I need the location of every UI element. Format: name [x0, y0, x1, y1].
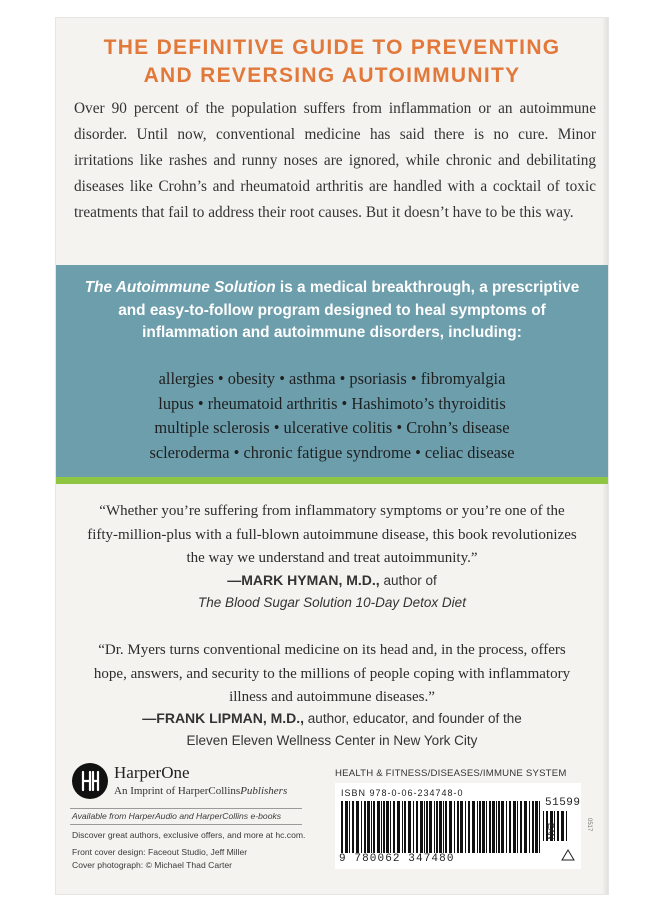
- barcode-bar: [535, 801, 538, 853]
- barcode-bar: [443, 801, 444, 853]
- barcode-bar: [352, 801, 354, 853]
- cover-design-credit: Front cover design: Faceout Studio, Jeff Miller: [72, 847, 248, 857]
- barcode-bar: [390, 801, 391, 853]
- imprint-suffix: Publishers: [240, 785, 288, 797]
- barcode-bar: [489, 801, 491, 853]
- barcode-digits: 9 780062 347480: [339, 853, 455, 865]
- availability-note: Available from HarperAudio and HarperCollins e-books: [72, 811, 282, 821]
- barcode-bar: [445, 801, 447, 853]
- credits-divider-2: [70, 824, 302, 825]
- isbn-text: ISBN 978-0-06-234748-0: [341, 788, 464, 798]
- barcode-bar: [439, 801, 442, 853]
- barcode-bar: [506, 801, 507, 853]
- credits-divider-1: [70, 808, 302, 809]
- barcode-bar: [460, 801, 463, 853]
- bisac-category: HEALTH & FITNESS/DISEASES/IMMUNE SYSTEM: [335, 768, 567, 779]
- conditions-list: [56, 367, 608, 465]
- barcode-bar: [404, 801, 406, 853]
- barcode-bar: [501, 801, 504, 853]
- barcode-bar: [472, 801, 475, 853]
- headline: [56, 34, 608, 90]
- endorser-role-2: author, educator, and founder of the: [304, 711, 522, 726]
- book-back-cover: [56, 18, 608, 894]
- barcode-bar: [449, 801, 452, 853]
- publisher-name: HarperOne: [114, 763, 190, 782]
- endorsement-attribution-1: [56, 569, 608, 614]
- barcode-bar: [367, 801, 370, 853]
- barcode-bar: [345, 801, 348, 853]
- endorser-book-1: The Blood Sugar Solution 10-Day Detox Diet: [198, 595, 466, 610]
- barcode-bar: [386, 801, 389, 853]
- endorsement-quote-2: “Dr. Myers turns conventional medicine on its head and, in the process, offers hope, answers, and security to the millions of people coping with inflammatory illness and autoimmune diseases.”: [93, 642, 571, 705]
- barcode-bar: [561, 811, 564, 841]
- barcode-bar: [539, 801, 540, 853]
- headline-line-2: AND REVERSING AUTOIMMUNITY: [143, 64, 521, 87]
- barcode-bar: [566, 811, 567, 841]
- barcode-bar: [496, 801, 497, 853]
- panel-intro-text: is a medical breakthrough, a prescriptive and easy-to-follow program designed to heal symptoms of inflammation and autoimmune disorders, including:: [118, 279, 580, 341]
- barcode-bar: [364, 801, 366, 853]
- barcode-bar: [349, 801, 350, 853]
- imprint-prefix: An Imprint of: [114, 785, 178, 797]
- barcode-bar: [402, 801, 403, 853]
- barcode-bar: [420, 801, 423, 853]
- barcode-bar: [426, 801, 428, 853]
- barcode-bar: [361, 801, 362, 853]
- barcode-bar: [393, 801, 395, 853]
- discover-note: Discover great authors, exclusive offers, and more at hc.com.: [72, 830, 306, 840]
- book-title: The Autoimmune Solution: [84, 279, 276, 296]
- triangle-icon: [561, 849, 575, 861]
- barcode-bar: [465, 801, 466, 853]
- barcode-bar: [520, 801, 522, 853]
- conditions-panel: [56, 265, 608, 477]
- barcode-bar: [543, 811, 544, 841]
- barcode-bar: [436, 801, 438, 853]
- ean-label: EAN: [546, 823, 555, 840]
- barcode-bar: [509, 801, 511, 853]
- barcode-bar: [341, 801, 343, 853]
- barcode-block: [335, 783, 581, 869]
- barcode-bar: [529, 801, 530, 853]
- price-code: 51599: [545, 797, 581, 809]
- barcode-bar: [477, 801, 478, 853]
- conditions-line-3: multiple sclerosis • ulcerative colitis • Crohn’s disease: [154, 418, 510, 437]
- panel-intro: [80, 277, 584, 345]
- endorser-role-2-line-2: Eleven Eleven Wellness Center in New York City: [186, 733, 478, 748]
- barcode-bar: [416, 801, 418, 853]
- barcode-bar: [524, 801, 527, 853]
- barcode-bar: [408, 801, 411, 853]
- barcode-bar: [479, 801, 481, 853]
- endorser-name-2: —FRANK LIPMAN, M.D.,: [142, 710, 305, 726]
- barcode-bar: [373, 801, 375, 853]
- barcode-bars: [341, 801, 541, 853]
- barcode-bar: [429, 801, 432, 853]
- barcode-bar: [492, 801, 495, 853]
- barcode-bar: [468, 801, 470, 853]
- endorsement-attribution-2: [56, 707, 608, 752]
- print-code: 0517: [586, 818, 592, 832]
- barcode-bar: [377, 801, 380, 853]
- endorser-name-1: —MARK HYMAN, M.D.,: [227, 572, 380, 588]
- barcode-bar: [486, 801, 487, 853]
- conditions-line-1: allergies • obesity • asthma • psoriasis • fibromyalgia: [158, 369, 506, 388]
- intro-paragraph: Over 90 percent of the population suffers from inflammation or an autoimmune disorder. Until now, conventional medicine has said there is no cure. Minor irritations like rashes and runny noses are ignored, while chronic and debilitating diseases like Crohn’s and rheumatoid arthritis are handled with a cocktail of toxic treatments that fail to address their root causes. But it doesn’t have to be this way.: [74, 100, 596, 221]
- cover-photo-credit: Cover photograph: © Michael Thad Carter: [72, 860, 232, 870]
- barcode-bar: [557, 811, 559, 841]
- barcode-bar: [434, 801, 435, 853]
- panel-accent-bar: [56, 477, 608, 484]
- barcode-bar: [513, 801, 516, 853]
- barcode-bar: [424, 801, 425, 853]
- barcode-bar: [356, 801, 359, 853]
- barcode-bar: [498, 801, 500, 853]
- barcode-bar: [454, 801, 455, 853]
- conditions-line-4: scleroderma • chronic fatigue syndrome • celiac disease: [149, 442, 515, 462]
- barcode-bar: [381, 801, 382, 853]
- barcode-bar: [532, 801, 534, 853]
- endorser-role-1: author of: [379, 573, 437, 588]
- barcode-bar: [457, 801, 459, 853]
- barcode-bar: [371, 801, 372, 853]
- barcode-bar: [517, 801, 518, 853]
- harperone-logo-icon: [72, 763, 108, 799]
- barcode-bar: [413, 801, 414, 853]
- barcode-bar: [482, 801, 485, 853]
- conditions-line-2: lupus • rheumatoid arthritis • Hashimoto’s thyroiditis: [158, 393, 506, 413]
- imprint-brand: HarperCollins: [177, 785, 241, 797]
- barcode-bar: [397, 801, 400, 853]
- endorsement-quote-1: “Whether you’re suffering from inflammatory symptoms or you’re one of the fifty-million-plus with a full-blown autoimmune disease, this book revolutionizes the way we understand and treat autoimmunity.”: [87, 503, 577, 566]
- barcode-bar: [383, 801, 385, 853]
- headline-line-1: THE DEFINITIVE GUIDE TO PREVENTING: [103, 36, 561, 59]
- publisher-imprint: [114, 784, 287, 798]
